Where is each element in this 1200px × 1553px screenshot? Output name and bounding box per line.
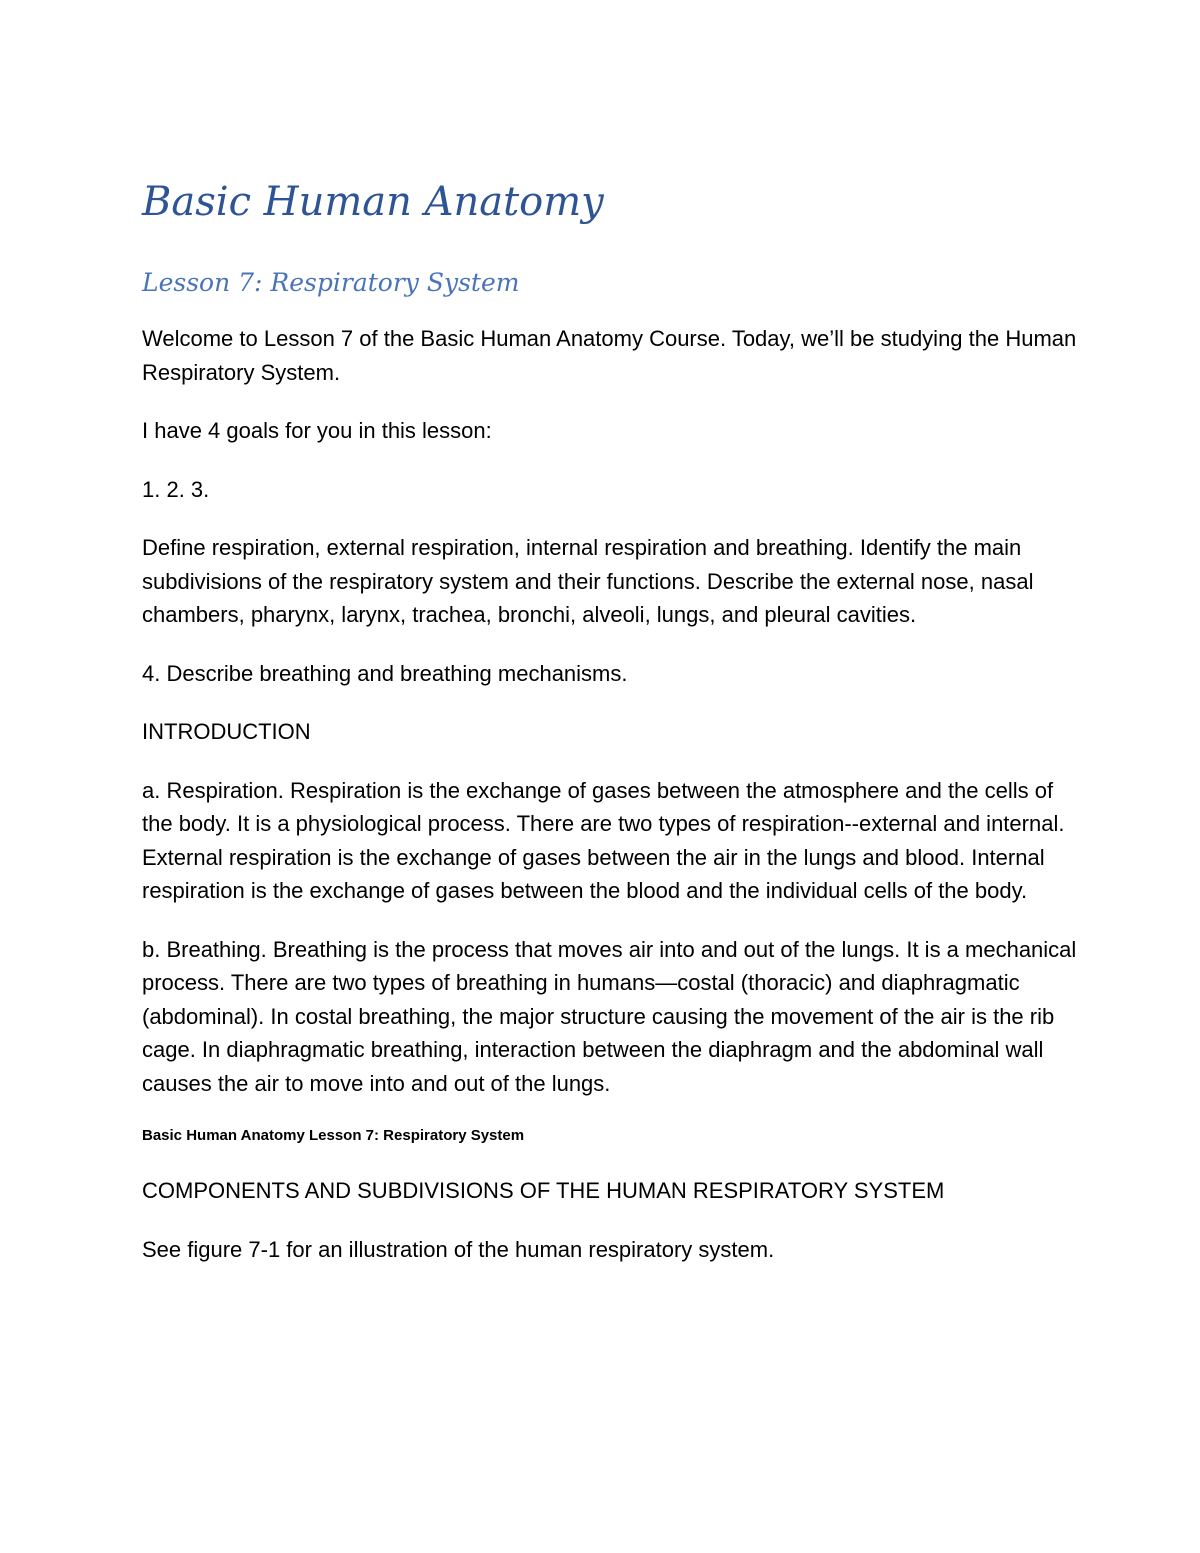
introduction-heading: INTRODUCTION xyxy=(142,719,311,744)
goals-numbers-paragraph: 1. 2. 3. xyxy=(142,476,210,502)
components-heading: COMPONENTS AND SUBDIVISIONS OF THE HUMAN RESPIRATORY SYSTEM xyxy=(142,1178,945,1203)
goals-text-paragraph: Define respiration, external respiration, internal respiration and breathing. Identify the main subdivisions of the respiratory system and their functions. Describe the external nose, nasal chambers, pharynx, larynx, trachea, bronchi, alveoli, lungs, and pleural cavities. xyxy=(142,535,1034,627)
welcome-paragraph: Welcome to Lesson 7 of the Basic Human Anatomy Course. Today, we’ll be studying the Human Respiratory System. xyxy=(142,326,1077,385)
running-footer: Basic Human Anatomy Lesson 7: Respiratory System xyxy=(142,1127,525,1144)
goal-four-paragraph: 4. Describe breathing and breathing mechanisms. xyxy=(142,660,628,686)
document-title: Basic Human Anatomy xyxy=(142,179,604,225)
respiration-paragraph: a. Respiration. Respiration is the exchange of gases between the atmosphere and the cells of the body. It is a physiological process. There are two types of respiration--external and internal. External respiration is the exchange of gases between the air in the lungs and blood. Internal respiration is the exchange of gases between the blood and the individual cells of the body. xyxy=(142,777,1065,903)
figure-reference-paragraph: See figure 7-1 for an illustration of the human respiratory system. xyxy=(142,1236,775,1262)
breathing-paragraph: b. Breathing. Breathing is the process that moves air into and out of the lungs. It is a mechanical process. There are two types of breathing in humans—costal (thoracic) and diaphragmatic (abdominal). In costal breathing, the major structure causing the movement of the air is the rib cage. In diaphragmatic breathing, interaction between the diaphragm and the abdominal wall causes the air to move into and out of the lungs. xyxy=(142,936,1077,1096)
document-body xyxy=(142,176,1082,1291)
lesson-subtitle: Lesson 7: Respiratory System xyxy=(142,268,520,297)
goals-intro-paragraph: I have 4 goals for you in this lesson: xyxy=(142,418,492,443)
